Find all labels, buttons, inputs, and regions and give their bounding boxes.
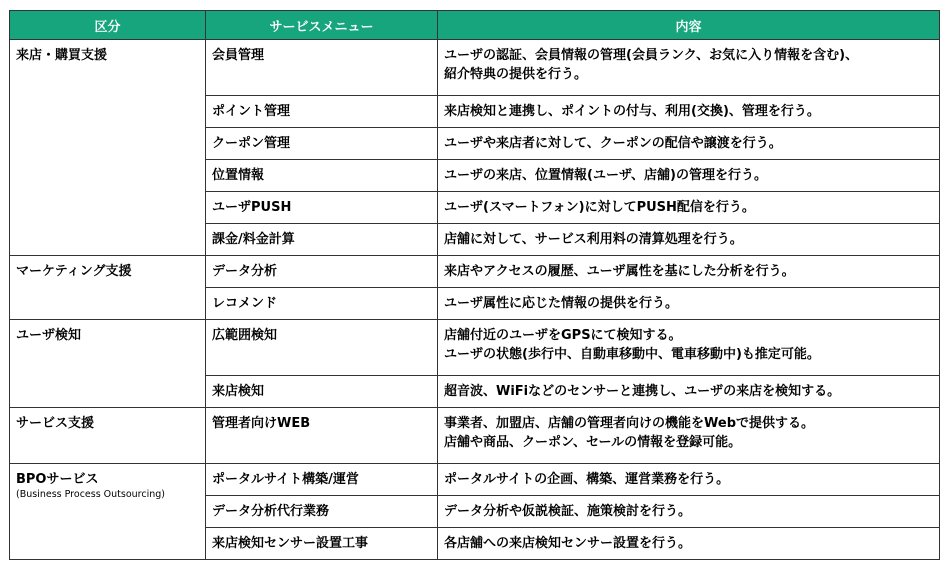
content-cell — [438, 192, 940, 224]
content-cell — [438, 256, 940, 288]
content-line: ポータルサイトの企画、構築、運営業務を行う。 — [444, 472, 730, 487]
category-label: 来店・購買支援 — [16, 48, 108, 63]
content-cell — [438, 376, 940, 408]
category-label: ユーザ検知 — [16, 328, 82, 343]
content-line: ユーザや来店者に対して、クーポンの配信や譲渡を行う。 — [444, 136, 782, 151]
service-cell: 会員管理 — [206, 40, 438, 96]
service-cell: ポータルサイト構築/運営 — [206, 464, 438, 496]
category-label: サービス支援 — [16, 416, 95, 431]
category-label: マーケティング支援 — [16, 264, 132, 279]
table-row — [10, 464, 940, 496]
service-menu-table — [9, 10, 940, 560]
service-cell: ユーザPUSH — [206, 192, 438, 224]
service-cell: 位置情報 — [206, 160, 438, 192]
service-cell: 来店検知センサー設置工事 — [206, 528, 438, 560]
service-cell: 来店検知 — [206, 376, 438, 408]
table-body — [10, 40, 940, 560]
service-cell: クーポン管理 — [206, 128, 438, 160]
content-cell — [438, 320, 940, 376]
content-cell — [438, 160, 940, 192]
category-cell — [10, 408, 206, 464]
content-cell — [438, 128, 940, 160]
content-line: 来店やアクセスの履歴、ユーザ属性を基にした分析を行う。 — [444, 264, 795, 279]
category-cell — [10, 40, 206, 256]
table-row — [10, 256, 940, 288]
header-content: 内容 — [438, 11, 940, 40]
content-line: 店舗に対して、サービス利用料の清算処理を行う。 — [444, 232, 743, 247]
content-cell — [438, 96, 940, 128]
service-cell: レコメンド — [206, 288, 438, 320]
content-line: ユーザの認証、会員情報の管理(会員ランク、お気に入り情報を含む)、 — [444, 48, 859, 63]
content-cell — [438, 528, 940, 560]
content-line: 超音波、WiFiなどのセンサーと連携し、ユーザの来店を検知する。 — [444, 384, 841, 399]
content-cell — [438, 224, 940, 256]
content-line: ユーザの状態(歩行中、自動車移動中、電車移動中)も推定可能。 — [444, 347, 820, 362]
service-cell: 管理者向けWEB — [206, 408, 438, 464]
category-cell — [10, 320, 206, 408]
service-cell: 広範囲検知 — [206, 320, 438, 376]
table-row — [10, 408, 940, 464]
header-row — [10, 11, 940, 40]
content-line: 紹介特典の提供を行う。 — [444, 67, 588, 82]
content-line: 事業者、加盟店、店舗の管理者向けの機能をWebで提供する。 — [444, 416, 814, 431]
header-category: 区分 — [10, 11, 206, 40]
content-line: データ分析や仮説検証、施策検討を行う。 — [444, 504, 692, 519]
content-line: ユーザ(スマートフォン)に対してPUSH配信を行う。 — [444, 200, 755, 215]
content-cell — [438, 464, 940, 496]
category-sublabel: (Business Process Outsourcing) — [16, 489, 165, 500]
header-service: サービスメニュー — [206, 11, 438, 40]
service-cell: データ分析 — [206, 256, 438, 288]
content-line: 店舗付近のユーザをGPSにて検知する。 — [444, 328, 682, 343]
content-cell — [438, 288, 940, 320]
content-line: 各店舗への来店検知センサー設置を行う。 — [444, 536, 692, 551]
category-cell — [10, 256, 206, 320]
content-cell — [438, 408, 940, 464]
table-row — [10, 40, 940, 96]
category-label: BPOサービス — [16, 472, 99, 487]
content-line: 来店検知と連携し、ポイントの付与、利用(交換)、管理を行う。 — [444, 104, 820, 119]
content-line: 店舗や商品、クーポン、セールの情報を登録可能。 — [444, 435, 742, 450]
content-line: ユーザの来店、位置情報(ユーザ、店舗)の管理を行う。 — [444, 168, 767, 183]
service-cell: データ分析代行業務 — [206, 496, 438, 528]
service-cell: 課金/料金計算 — [206, 224, 438, 256]
category-cell — [10, 464, 206, 560]
content-line: ユーザ属性に応じた情報の提供を行う。 — [444, 296, 679, 311]
service-cell: ポイント管理 — [206, 96, 438, 128]
table-row — [10, 320, 940, 376]
content-cell — [438, 496, 940, 528]
content-cell — [438, 40, 940, 96]
